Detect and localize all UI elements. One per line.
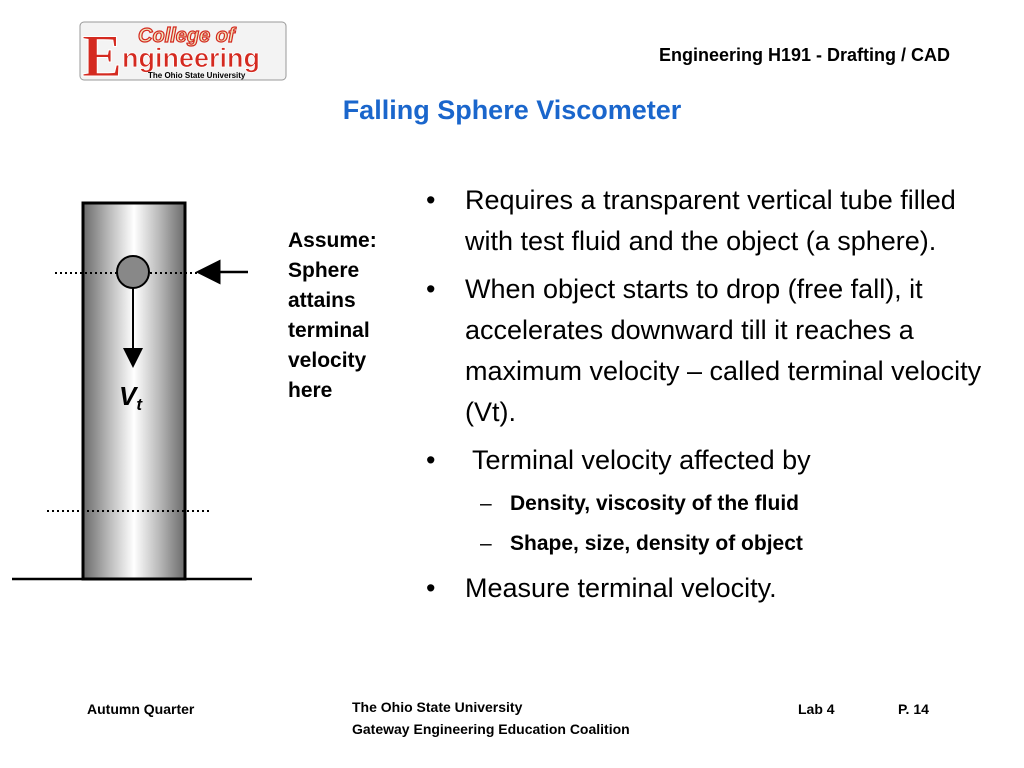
note-line: terminal bbox=[288, 319, 370, 342]
bullet-text: Terminal velocity affected by bbox=[465, 445, 811, 475]
footer-institution bbox=[352, 696, 630, 740]
sub-bullet-text: Shape, size, density of object bbox=[510, 532, 803, 555]
bullet-text: Measure terminal velocity. bbox=[465, 573, 777, 603]
bullet-text: Requires a transparent vertical tube filled with test fluid and the object (a sphere). bbox=[465, 185, 956, 256]
sub-bullet-marker: – bbox=[480, 532, 492, 555]
bullet-text: When object starts to drop (free fall), it accelerates downward till it reaches a maximum velocity – called terminal velocity (Vt). bbox=[465, 274, 982, 427]
sub-bullet-item bbox=[422, 528, 1002, 560]
footer-lab: Lab 4 bbox=[798, 701, 835, 717]
velocity-symbol: V bbox=[119, 381, 137, 411]
sphere bbox=[117, 256, 149, 288]
velocity-subscript: t bbox=[136, 395, 143, 414]
sub-bullet-marker: – bbox=[480, 492, 492, 515]
note-line: Assume: bbox=[288, 229, 377, 252]
bullet-item bbox=[422, 440, 1002, 481]
note-line: velocity bbox=[288, 349, 367, 372]
sub-bullet-text: Density, viscosity of the fluid bbox=[510, 492, 799, 515]
bullet-item bbox=[422, 269, 1002, 433]
bullet-marker: • bbox=[426, 445, 436, 475]
footer-institution-line2: Gateway Engineering Education Coalition bbox=[352, 721, 630, 737]
bullet-marker: • bbox=[426, 274, 436, 304]
slide-title: Falling Sphere Viscometer bbox=[342, 95, 682, 125]
footer-institution-line1: The Ohio State University bbox=[352, 699, 523, 715]
bullet-marker: • bbox=[426, 185, 436, 215]
note-line: Sphere bbox=[288, 259, 360, 282]
college-of-engineering-logo bbox=[76, 18, 290, 84]
bullet-item bbox=[422, 180, 1002, 262]
logo-tagline: The Ohio State University bbox=[148, 71, 246, 80]
bullet-marker: • bbox=[426, 573, 436, 603]
logo-big-letter: E bbox=[82, 23, 123, 84]
viscometer-diagram bbox=[0, 190, 270, 590]
logo-line2: ngineering bbox=[122, 43, 261, 73]
footer-page-number: P. 14 bbox=[898, 701, 929, 717]
course-header: Engineering H191 - Drafting / CAD bbox=[658, 45, 950, 65]
logo-line1: College of bbox=[138, 25, 235, 47]
assume-note bbox=[288, 226, 418, 406]
sub-bullet-item bbox=[422, 488, 1002, 520]
note-line: attains bbox=[288, 289, 356, 312]
bullet-item bbox=[422, 568, 1002, 609]
bullet-list bbox=[422, 180, 1002, 616]
note-line: here bbox=[288, 379, 333, 402]
footer-quarter: Autumn Quarter bbox=[87, 701, 195, 717]
